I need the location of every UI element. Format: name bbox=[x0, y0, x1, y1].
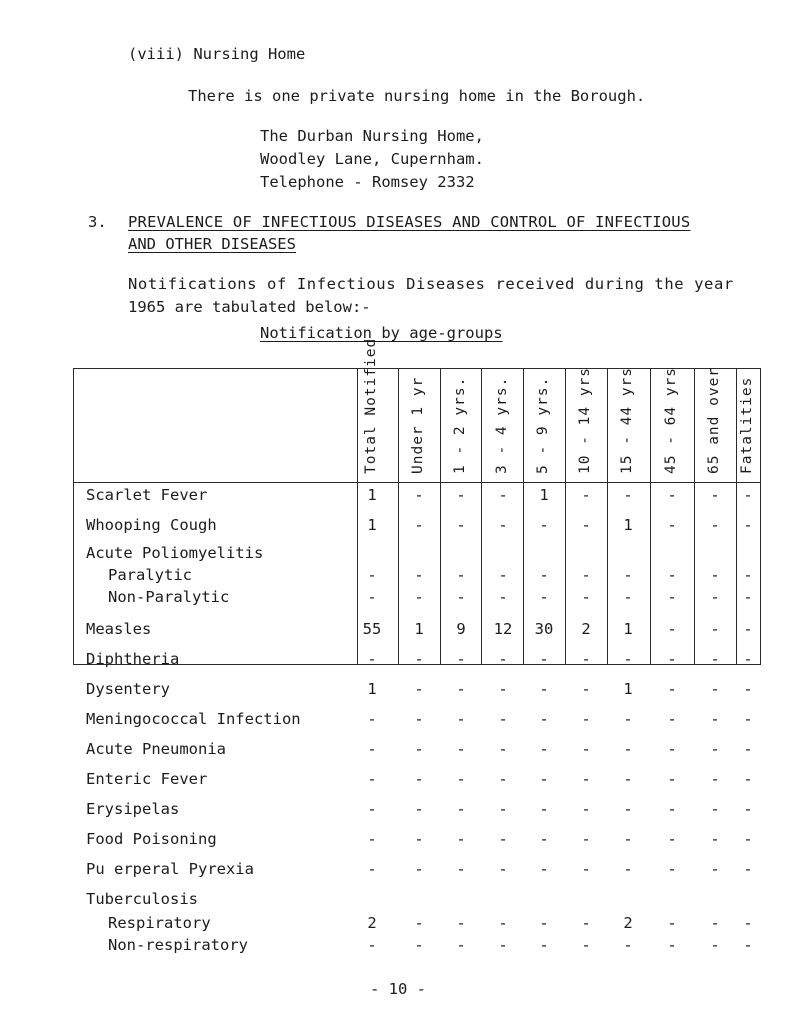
table-cell: 1 bbox=[414, 620, 424, 638]
table-cell: 1 bbox=[623, 680, 633, 698]
table-cell: - bbox=[710, 710, 720, 728]
table-cell: 2 bbox=[623, 914, 633, 932]
table-cell: - bbox=[367, 588, 377, 606]
table-cell: - bbox=[710, 650, 720, 668]
table-cell: - bbox=[456, 566, 466, 584]
table-cell: - bbox=[743, 516, 753, 534]
row-label: Non-respiratory bbox=[108, 936, 248, 954]
table-cell: - bbox=[710, 588, 720, 606]
table-cell: - bbox=[498, 740, 508, 758]
table-cell: - bbox=[498, 566, 508, 584]
table-cell: - bbox=[539, 650, 549, 668]
table-cell: - bbox=[367, 860, 377, 878]
table-cell: - bbox=[456, 710, 466, 728]
table-cell: - bbox=[498, 936, 508, 954]
table-cell: - bbox=[710, 620, 720, 638]
table-cell: - bbox=[539, 710, 549, 728]
column-header: 5 - 9 yrs. bbox=[535, 376, 551, 474]
column-header: 1 - 2 yrs. bbox=[452, 376, 468, 474]
table-cell: - bbox=[539, 860, 549, 878]
row-label: Enteric Fever bbox=[86, 770, 208, 788]
table-cell: - bbox=[414, 588, 424, 606]
column-header: Total Notified bbox=[363, 337, 379, 474]
table-cell: - bbox=[456, 588, 466, 606]
table-cell: - bbox=[743, 566, 753, 584]
table-cell: - bbox=[581, 770, 591, 788]
table-cell: - bbox=[623, 486, 633, 504]
table-cell: - bbox=[581, 740, 591, 758]
row-label: Pu erperal Pyrexia bbox=[86, 860, 254, 878]
row-label: Tuberculosis bbox=[86, 890, 198, 908]
table-cell: - bbox=[667, 680, 677, 698]
column-header: 10 - 14 yrs bbox=[577, 366, 593, 474]
table-cell: - bbox=[498, 914, 508, 932]
notifications-text-line1: Notifications of Infectious Diseases received during the year bbox=[128, 275, 734, 293]
home-street: Woodley Lane, Cupernham. bbox=[260, 150, 484, 168]
table-cell: - bbox=[743, 860, 753, 878]
table-cell: 2 bbox=[367, 914, 377, 932]
table-cell: - bbox=[667, 770, 677, 788]
table-cell: - bbox=[667, 936, 677, 954]
table-cell: - bbox=[414, 710, 424, 728]
table-cell: - bbox=[710, 830, 720, 848]
table-cell: - bbox=[667, 800, 677, 818]
table-cell: - bbox=[539, 800, 549, 818]
table-cell: - bbox=[743, 620, 753, 638]
table-cell: - bbox=[743, 800, 753, 818]
table-cell: - bbox=[498, 770, 508, 788]
table-cell: - bbox=[539, 588, 549, 606]
table-cell: - bbox=[414, 860, 424, 878]
row-label: Scarlet Fever bbox=[86, 486, 208, 504]
table-cell: - bbox=[667, 860, 677, 878]
table-cell: - bbox=[667, 486, 677, 504]
section-heading: (viii) Nursing Home bbox=[128, 45, 306, 63]
table-left-border bbox=[73, 368, 74, 665]
table-cell: - bbox=[498, 710, 508, 728]
table-cell: - bbox=[414, 566, 424, 584]
row-label: Diphtheria bbox=[86, 650, 180, 668]
row-label: Measles bbox=[86, 620, 152, 638]
table-cell: - bbox=[581, 936, 591, 954]
table-cell: - bbox=[539, 936, 549, 954]
section-number: 3. bbox=[88, 213, 107, 231]
table-cell: 12 bbox=[493, 620, 513, 638]
table-cell: - bbox=[367, 566, 377, 584]
table-cell: - bbox=[623, 936, 633, 954]
table-cell: 1 bbox=[539, 486, 549, 504]
table-cell: - bbox=[710, 516, 720, 534]
table-cell: - bbox=[623, 588, 633, 606]
column-rule bbox=[481, 368, 482, 665]
table-cell: - bbox=[710, 680, 720, 698]
table-cell: - bbox=[710, 860, 720, 878]
table-cell: - bbox=[710, 770, 720, 788]
table-title: Notification by age-groups bbox=[260, 324, 503, 342]
table-cell: - bbox=[667, 516, 677, 534]
table-cell: - bbox=[498, 650, 508, 668]
table-cell: - bbox=[581, 566, 591, 584]
table-cell: - bbox=[581, 680, 591, 698]
table-cell: - bbox=[456, 830, 466, 848]
home-telephone: Telephone - Romsey 2332 bbox=[260, 173, 475, 191]
table-cell: - bbox=[623, 566, 633, 584]
table-cell: - bbox=[710, 914, 720, 932]
notifications-text-line2: 1965 are tabulated below:- bbox=[128, 298, 371, 316]
table-cell: - bbox=[498, 860, 508, 878]
table-cell: - bbox=[623, 650, 633, 668]
table-cell: - bbox=[539, 566, 549, 584]
table-cell: - bbox=[623, 860, 633, 878]
table-cell: - bbox=[456, 486, 466, 504]
table-cell: - bbox=[710, 566, 720, 584]
page-number: - 10 - bbox=[370, 980, 426, 998]
table-cell: - bbox=[498, 830, 508, 848]
table-cell: - bbox=[667, 830, 677, 848]
column-rule bbox=[650, 368, 651, 665]
table-cell: - bbox=[623, 710, 633, 728]
table-cell: 2 bbox=[581, 620, 591, 638]
table-cell: - bbox=[581, 860, 591, 878]
table-cell: - bbox=[743, 936, 753, 954]
intro-text: There is one private nursing home in the Borough. bbox=[188, 87, 646, 105]
table-cell: - bbox=[667, 566, 677, 584]
row-label: Meningococcal Infection bbox=[86, 710, 301, 728]
table-cell: - bbox=[539, 914, 549, 932]
table-cell: - bbox=[367, 830, 377, 848]
table-cell: 30 bbox=[534, 620, 554, 638]
table-cell: - bbox=[539, 680, 549, 698]
table-cell: - bbox=[623, 740, 633, 758]
table-cell: 1 bbox=[367, 680, 377, 698]
table-cell: - bbox=[456, 740, 466, 758]
table-cell: - bbox=[623, 800, 633, 818]
table-cell: - bbox=[414, 650, 424, 668]
table-cell: - bbox=[581, 710, 591, 728]
table-cell: - bbox=[414, 680, 424, 698]
table-cell: - bbox=[710, 800, 720, 818]
column-header: 15 - 44 yrs bbox=[619, 366, 635, 474]
table-cell: - bbox=[456, 516, 466, 534]
table-cell: 1 bbox=[367, 516, 377, 534]
table-cell: - bbox=[743, 486, 753, 504]
table-cell: 9 bbox=[456, 620, 466, 638]
table-cell: - bbox=[667, 710, 677, 728]
table-cell: - bbox=[667, 620, 677, 638]
table-cell: - bbox=[456, 914, 466, 932]
row-label: Whooping Cough bbox=[86, 516, 217, 534]
table-cell: - bbox=[367, 936, 377, 954]
table-cell: - bbox=[367, 740, 377, 758]
table-cell: - bbox=[710, 740, 720, 758]
table-cell: 1 bbox=[623, 620, 633, 638]
table-cell: - bbox=[539, 740, 549, 758]
table-cell: - bbox=[414, 800, 424, 818]
table-cell: - bbox=[456, 770, 466, 788]
table-cell: - bbox=[414, 936, 424, 954]
table-cell: - bbox=[539, 770, 549, 788]
table-cell: - bbox=[367, 770, 377, 788]
section-title-line2: AND OTHER DISEASES bbox=[128, 235, 296, 253]
table-cell: - bbox=[667, 740, 677, 758]
table-cell: - bbox=[581, 914, 591, 932]
row-label: Non-Paralytic bbox=[108, 588, 230, 606]
column-header: Fatalities bbox=[739, 376, 755, 474]
row-label: Respiratory bbox=[108, 914, 211, 932]
row-label: Acute Pneumonia bbox=[86, 740, 226, 758]
header-divider bbox=[73, 482, 760, 483]
table-cell: - bbox=[623, 770, 633, 788]
table-top-border bbox=[73, 368, 760, 369]
table-cell: - bbox=[414, 516, 424, 534]
column-header: 3 - 4 yrs. bbox=[494, 376, 510, 474]
table-cell: - bbox=[367, 800, 377, 818]
table-cell: - bbox=[743, 914, 753, 932]
table-cell: - bbox=[743, 710, 753, 728]
table-cell: - bbox=[581, 486, 591, 504]
table-cell: - bbox=[414, 486, 424, 504]
table-cell: - bbox=[367, 650, 377, 668]
table-cell: - bbox=[623, 830, 633, 848]
table-cell: - bbox=[581, 516, 591, 534]
table-cell: - bbox=[456, 860, 466, 878]
table-cell: - bbox=[667, 914, 677, 932]
row-label: Paralytic bbox=[108, 566, 192, 584]
table-cell: - bbox=[743, 680, 753, 698]
table-cell: - bbox=[581, 800, 591, 818]
table-cell: - bbox=[743, 740, 753, 758]
table-cell: - bbox=[498, 680, 508, 698]
table-cell: - bbox=[710, 936, 720, 954]
table-cell: - bbox=[743, 650, 753, 668]
table-cell: 1 bbox=[623, 516, 633, 534]
table-cell: 55 bbox=[362, 620, 382, 638]
table-cell: - bbox=[667, 650, 677, 668]
table-cell: - bbox=[456, 680, 466, 698]
row-label: Food Poisoning bbox=[86, 830, 217, 848]
table-cell: - bbox=[743, 588, 753, 606]
table-cell: - bbox=[498, 516, 508, 534]
table-cell: - bbox=[743, 830, 753, 848]
table-cell: - bbox=[581, 588, 591, 606]
column-header: 65 and over bbox=[706, 366, 722, 474]
table-cell: - bbox=[414, 830, 424, 848]
table-cell: - bbox=[743, 770, 753, 788]
table-cell: - bbox=[414, 914, 424, 932]
row-label: Acute Poliomyelitis bbox=[86, 544, 264, 562]
column-header: Under 1 yr bbox=[410, 376, 426, 474]
row-label: Dysentery bbox=[86, 680, 170, 698]
table-cell: - bbox=[367, 710, 377, 728]
section-title-line1: PREVALENCE OF INFECTIOUS DISEASES AND CONTROL OF INFECTIOUS bbox=[128, 213, 691, 231]
table-cell: - bbox=[581, 830, 591, 848]
table-cell: - bbox=[667, 588, 677, 606]
table-cell: - bbox=[710, 486, 720, 504]
table-cell: - bbox=[414, 740, 424, 758]
table-cell: - bbox=[456, 650, 466, 668]
table-cell: - bbox=[456, 800, 466, 818]
row-label: Erysipelas bbox=[86, 800, 180, 818]
column-header: 45 - 64 yrs bbox=[663, 366, 679, 474]
table-cell: - bbox=[581, 650, 591, 668]
table-cell: 1 bbox=[367, 486, 377, 504]
table-cell: - bbox=[414, 770, 424, 788]
table-cell: - bbox=[539, 830, 549, 848]
table-cell: - bbox=[498, 800, 508, 818]
table-cell: - bbox=[498, 486, 508, 504]
home-name: The Durban Nursing Home, bbox=[260, 127, 484, 145]
table-cell: - bbox=[539, 516, 549, 534]
table-cell: - bbox=[456, 936, 466, 954]
table-cell: - bbox=[498, 588, 508, 606]
